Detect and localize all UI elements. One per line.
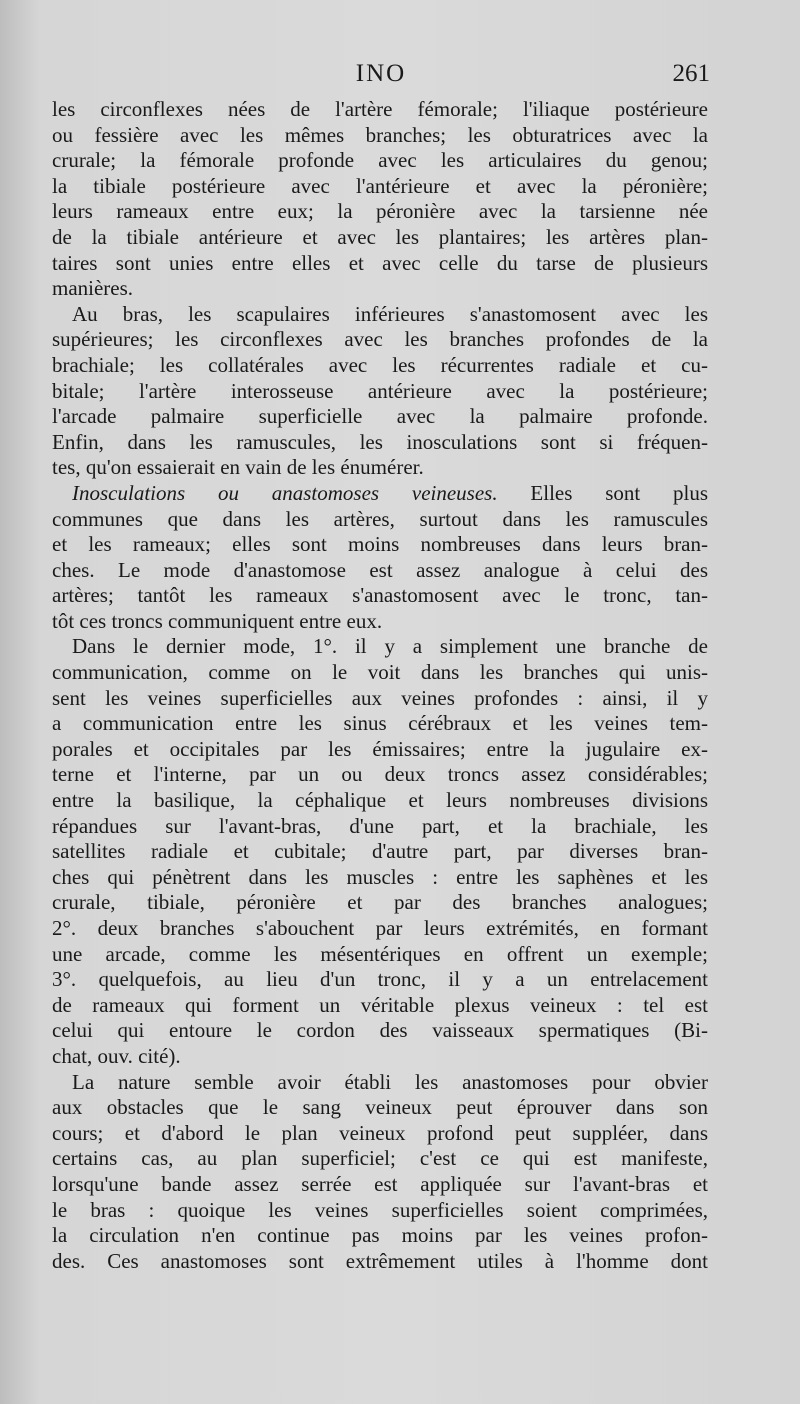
text-line xyxy=(52,430,708,456)
line-text: une arcade, comme les mésentériques en offrent un exemple; xyxy=(52,941,708,966)
line-text: supérieures; les circonflexes avec les branches profondes de la xyxy=(52,327,708,352)
text-line xyxy=(52,353,708,379)
text-line xyxy=(52,558,708,584)
text-line xyxy=(52,890,708,916)
text-line xyxy=(52,1198,708,1224)
text-line xyxy=(52,97,708,123)
running-head: INO xyxy=(355,60,407,87)
line-text: chat, ouv. cité). xyxy=(52,1043,181,1068)
line-text: Elles sont plus xyxy=(497,480,708,505)
line-text: Dans le dernier mode, 1°. il y a simplement une branche de xyxy=(72,634,708,659)
text-line xyxy=(52,507,708,533)
text-line xyxy=(52,225,708,251)
text-line xyxy=(52,737,708,763)
line-text: satellites radiale et cubitale; d'autre part, par diverses bran- xyxy=(52,839,708,864)
line-text: la circulation n'en continue pas moins par les veines profon- xyxy=(52,1223,708,1248)
text-line xyxy=(52,1146,708,1172)
line-text: tes, qu'on essaierait en vain de les énumérer. xyxy=(52,455,424,480)
text-line xyxy=(52,993,708,1019)
line-text: ches qui pénètrent dans les muscles : entre les saphènes et les xyxy=(52,864,708,889)
text-line xyxy=(52,814,708,840)
text-line xyxy=(52,660,708,686)
line-text: ches. Le mode d'anastomose est assez analogue à celui des xyxy=(52,557,708,582)
line-text: et les rameaux; elles sont moins nombreuses dans leurs bran- xyxy=(52,532,708,557)
text-line xyxy=(52,942,708,968)
line-text: certains cas, au plan superficiel; c'est ce qui est manifeste, xyxy=(52,1146,708,1171)
line-text: 2°. deux branches s'abouchent par leurs extrémités, en formant xyxy=(52,916,708,940)
text-line xyxy=(52,788,708,814)
line-text: ou fessière avec les mêmes branches; les obturatrices avec la xyxy=(52,122,708,147)
text-line xyxy=(52,327,708,353)
text-line xyxy=(52,251,708,277)
text-line xyxy=(52,916,708,942)
text-line xyxy=(52,455,708,481)
line-text: leurs rameaux entre eux; la péronière avec la tarsienne née xyxy=(52,199,708,224)
line-text: brachiale; les collatérales avec les récurrentes radiale et cu- xyxy=(52,352,708,377)
line-text: porales et occipitales par les émissaires; entre la jugulaire ex- xyxy=(52,736,708,761)
line-text: tôt ces troncs communiquent entre eux. xyxy=(52,608,383,633)
text-line xyxy=(52,583,708,609)
text-line xyxy=(52,839,708,865)
text-line xyxy=(52,1018,708,1044)
line-text: communes que dans les artères, surtout dans les ramuscules xyxy=(52,506,708,531)
line-text: cours; et d'abord le plan veineux profond peut suppléer, dans xyxy=(52,1120,708,1145)
line-text: La nature semble avoir établi les anastomoses pour obvier xyxy=(72,1069,708,1094)
text-line xyxy=(52,148,708,174)
line-text: manières. xyxy=(52,276,134,301)
text-line xyxy=(52,1070,708,1096)
text-line xyxy=(52,762,708,788)
text-line xyxy=(52,1121,708,1147)
line-text: crurale; la fémorale profonde avec les articulaires du genou; xyxy=(52,148,708,173)
line-text: terne et l'interne, par un ou deux troncs assez considérables; xyxy=(52,762,708,787)
italic-heading: Inosculations ou anastomoses veineuses. xyxy=(72,480,498,505)
page-header xyxy=(52,60,710,100)
text-line xyxy=(52,686,708,712)
text-line xyxy=(52,481,708,507)
line-text: entre la basilique, la céphalique et leurs nombreuses divisions xyxy=(52,788,708,813)
line-text: sent les veines superficielles aux veines profondes : ainsi, il y xyxy=(52,685,708,710)
page-number: 261 xyxy=(672,60,710,87)
line-text: Au bras, les scapulaires inférieures s'anastomosent avec les xyxy=(72,301,708,326)
text-line xyxy=(52,199,708,225)
text-line xyxy=(52,404,708,430)
line-text: aux obstacles que le sang veineux peut éprouver dans son xyxy=(52,1095,708,1120)
text-line xyxy=(52,379,708,405)
text-line xyxy=(52,1249,708,1275)
text-line xyxy=(52,1044,708,1070)
line-text: répandues sur l'avant-bras, d'une part, et la brachiale, les xyxy=(52,813,708,838)
text-line xyxy=(52,711,708,737)
text-line xyxy=(52,609,708,635)
line-text: l'arcade palmaire superficielle avec la palmaire profonde. xyxy=(52,404,708,429)
line-text: crurale, tibiale, péronière et par des branches analogues; xyxy=(52,890,708,915)
line-text: le bras : quoique les veines superficielles soient comprimées, xyxy=(52,1197,708,1222)
line-text: de rameaux qui forment un véritable plexus veineux : tel est xyxy=(52,992,708,1017)
text-line xyxy=(52,174,708,200)
text-line xyxy=(52,123,708,149)
body-text xyxy=(52,97,708,1274)
line-text: communication, comme on le voit dans les branches qui unis- xyxy=(52,660,708,685)
line-text: 3°. quelquefois, au lieu d'un tronc, il y a un entrelacement xyxy=(52,967,708,992)
text-line xyxy=(52,967,708,993)
line-text: taires sont unies entre elles et avec celle du tarse de plusieurs xyxy=(52,250,708,275)
line-text: de la tibiale antérieure et avec les plantaires; les artères plan- xyxy=(52,224,708,249)
text-line xyxy=(52,532,708,558)
text-line xyxy=(52,865,708,891)
line-text: la tibiale postérieure avec l'antérieure et avec la péronière; xyxy=(52,173,708,198)
line-text: des. Ces anastomoses sont extrêmement utiles à l'homme dont xyxy=(52,1248,708,1273)
line-text: Enfin, dans les ramuscules, les inosculations sont si fréquen- xyxy=(52,429,708,454)
text-line xyxy=(52,302,708,328)
line-text: a communication entre les sinus cérébraux et les veines tem- xyxy=(52,711,708,736)
line-text: celui qui entoure le cordon des vaisseaux spermatiques (Bi- xyxy=(52,1018,708,1043)
line-text: bitale; l'artère interosseuse antérieure avec la postérieure; xyxy=(52,378,708,403)
text-line xyxy=(52,276,708,302)
text-line xyxy=(52,1172,708,1198)
text-line xyxy=(52,1223,708,1249)
line-text: lorsqu'une bande assez serrée est appliquée sur l'avant-bras et xyxy=(52,1171,708,1196)
line-text: artères; tantôt les rameaux s'anastomosent avec le tronc, tan- xyxy=(52,583,708,608)
line-text: les circonflexes nées de l'artère fémorale; l'iliaque postérieure xyxy=(52,97,708,121)
text-line xyxy=(52,1095,708,1121)
text-line xyxy=(52,634,708,660)
